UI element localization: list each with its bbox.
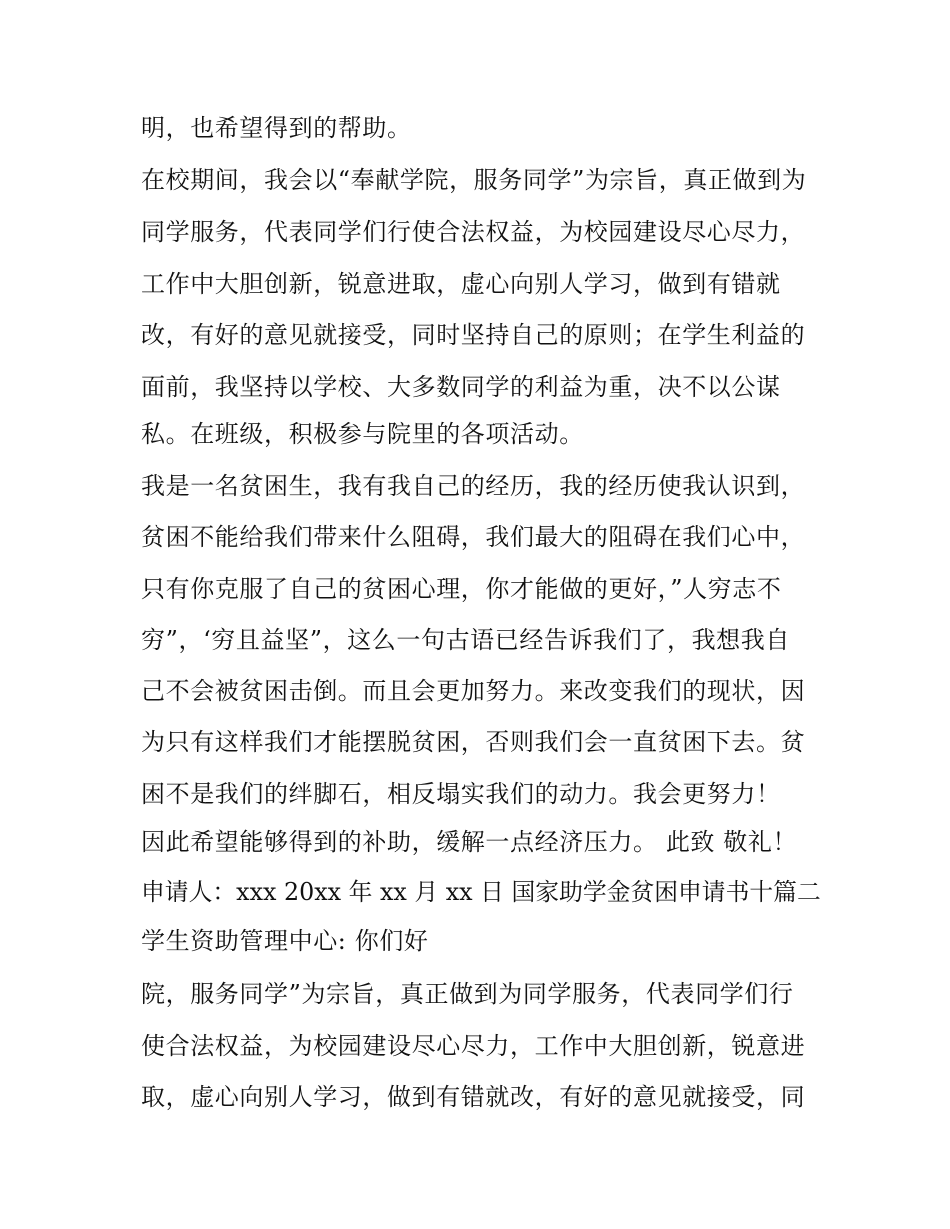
text-line: 明，也希望得到的帮助。	[141, 114, 412, 142]
text-line: 己不会被贫困击倒。而且会更加努力。来改变我们的现状，因	[141, 677, 806, 705]
text-line: 申请人：xxx 20xx 年 xx 月 xx 日 国家助学金贫困申请书十篇二	[141, 878, 821, 906]
text-line: 院，服务同学”为宗旨，真正做到为同学服务，代表同学们行	[141, 980, 794, 1008]
text-line: 贫困不能给我们带来什么阻碍，我们最大的阻碍在我们心中，	[141, 523, 806, 551]
text-line: 使合法权益，为校园建设尽心尽力，工作中大胆创新，锐意进	[141, 1032, 806, 1060]
text-line: 同学服务，代表同学们行使合法权益，为校园建设尽心尽力，	[141, 218, 806, 246]
text-line: 学生资助管理中心: 你们好	[141, 927, 429, 955]
text-line: 取，虚心向别人学习，做到有错就改，有好的意见就接受，同	[141, 1083, 806, 1111]
text-line: 为只有这样我们才能摆脱贫困，否则我们会一直贫困下去。贫	[141, 728, 806, 756]
text-line: 困不是我们的绊脚石，相反塌实我们的动力。我会更努力！	[141, 780, 781, 808]
text-line: 面前，我坚持以学校、大多数同学的利益为重，决不以公谋	[141, 373, 781, 401]
text-line: 工作中大胆创新，锐意进取，虚心向别人学习，做到有错就	[141, 270, 781, 298]
text-line: 改，有好的意见就接受，同时坚持自己的原则；在学生利益的	[141, 321, 806, 349]
text-line: 私。在班级，积极参与院里的各项活动。	[141, 420, 584, 448]
text-line: 在校期间，我会以“奉献学院，服务同学”为宗旨，真正做到为	[141, 166, 807, 194]
text-line: 因此希望能够得到的补助，缓解一点经济压力。 此致 敬礼！	[141, 828, 798, 856]
text-line: 我是一名贫困生，我有我自己的经历，我的经历使我认识到，	[141, 472, 806, 500]
text-line: 只有你克服了自己的贫困心理，你才能做的更好，”人穷志不	[141, 575, 782, 603]
text-line: 穷”，‘穷且益坚”，这么一句古语已经告诉我们了，我想我自	[141, 626, 790, 654]
